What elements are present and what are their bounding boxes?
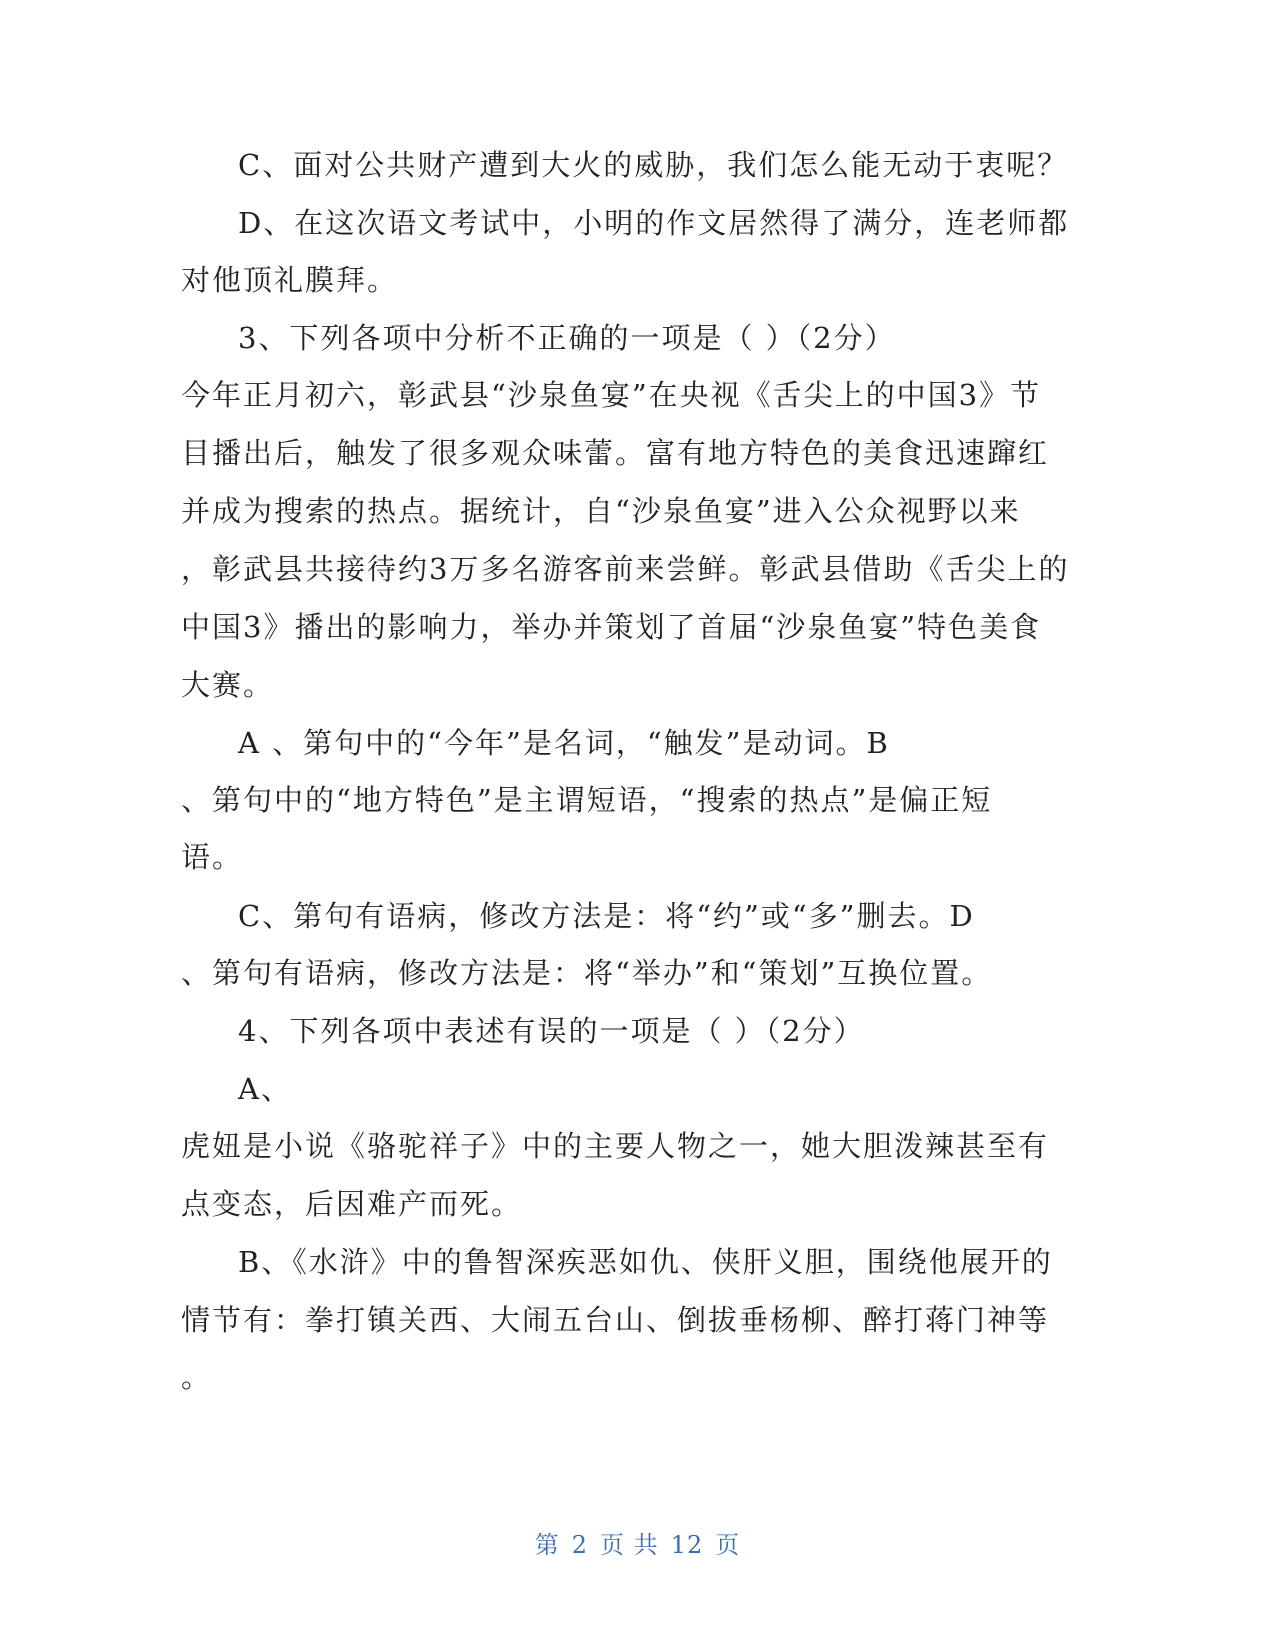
q3-option-a-line: A 、第句中的“今年”是名词，“触发”是动词。B	[238, 726, 890, 760]
passage-line-2: 目播出后，触发了很多观众味蕾。富有地方特色的美食迅速蹿红	[181, 436, 1050, 470]
passage-line-3: 并成为搜索的热点。据统计，自“沙泉鱼宴”进入公众视野以来	[181, 494, 1021, 528]
q3-option-b-line-1: 、第句中的“地方特色”是主谓短语，“搜索的热点”是偏正短	[181, 783, 993, 817]
total-pages-number: 12	[670, 1531, 704, 1559]
footer-prefix: 第	[534, 1531, 560, 1559]
q3-option-c-line: C、第句有语病，修改方法是：将“约”或“多”删去。D	[238, 899, 975, 933]
passage-line-6: 大赛。	[181, 668, 275, 702]
q4-option-b-line-3: 。	[181, 1360, 213, 1394]
current-page-number: 2	[571, 1531, 589, 1559]
q4-option-b-line-2: 情节有：拳打镇关西、大闹五台山、倒拔垂杨柳、醉打蒋门神等	[181, 1303, 1050, 1337]
q4-option-a-line-2: 点变态，后因难产而死。	[181, 1187, 523, 1221]
passage-line-5: 中国3》播出的影响力，举办并策划了首届“沙泉鱼宴”特色美食	[181, 610, 1042, 644]
page-footer	[0, 1530, 1275, 1560]
q4-option-b-line-1: B、《水浒》中的鲁智深疾恶如仇、侠肝义胆，围绕他展开的	[238, 1245, 1053, 1279]
option-d-line-1: D、在这次语文考试中，小明的作文居然得了满分，连老师都	[238, 206, 1070, 240]
question-3-heading: 3、下列各项中分析不正确的一项是（ ）（2分）	[238, 321, 896, 355]
q3-option-b-line-2: 语。	[181, 840, 244, 874]
q4-option-a-line-1: 虎妞是小说《骆驼祥子》中的主要人物之一，她大胆泼辣甚至有	[181, 1129, 1050, 1163]
question-4-heading: 4、下列各项中表述有误的一项是（ ）（2分）	[238, 1014, 865, 1048]
passage-line-4: ，彰武县共接待约3万多名游客前来尝鲜。彰武县借助《舌尖上的	[181, 552, 1070, 586]
q3-option-d-line: 、第句有语病，修改方法是：将“举办”和“策划”互换位置。	[181, 956, 993, 990]
option-d-line-2: 对他顶礼膜拜。	[181, 263, 399, 297]
passage-line-1: 今年正月初六，彰武县“沙泉鱼宴”在央视《舌尖上的中国3》节	[181, 378, 1042, 412]
footer-middle: 页 共	[600, 1531, 659, 1559]
option-c-line: C、面对公共财产遭到大火的威胁，我们怎么能无动于衷呢？	[238, 148, 1069, 182]
footer-suffix: 页	[715, 1531, 741, 1559]
q4-option-a-label: A、	[238, 1072, 292, 1106]
